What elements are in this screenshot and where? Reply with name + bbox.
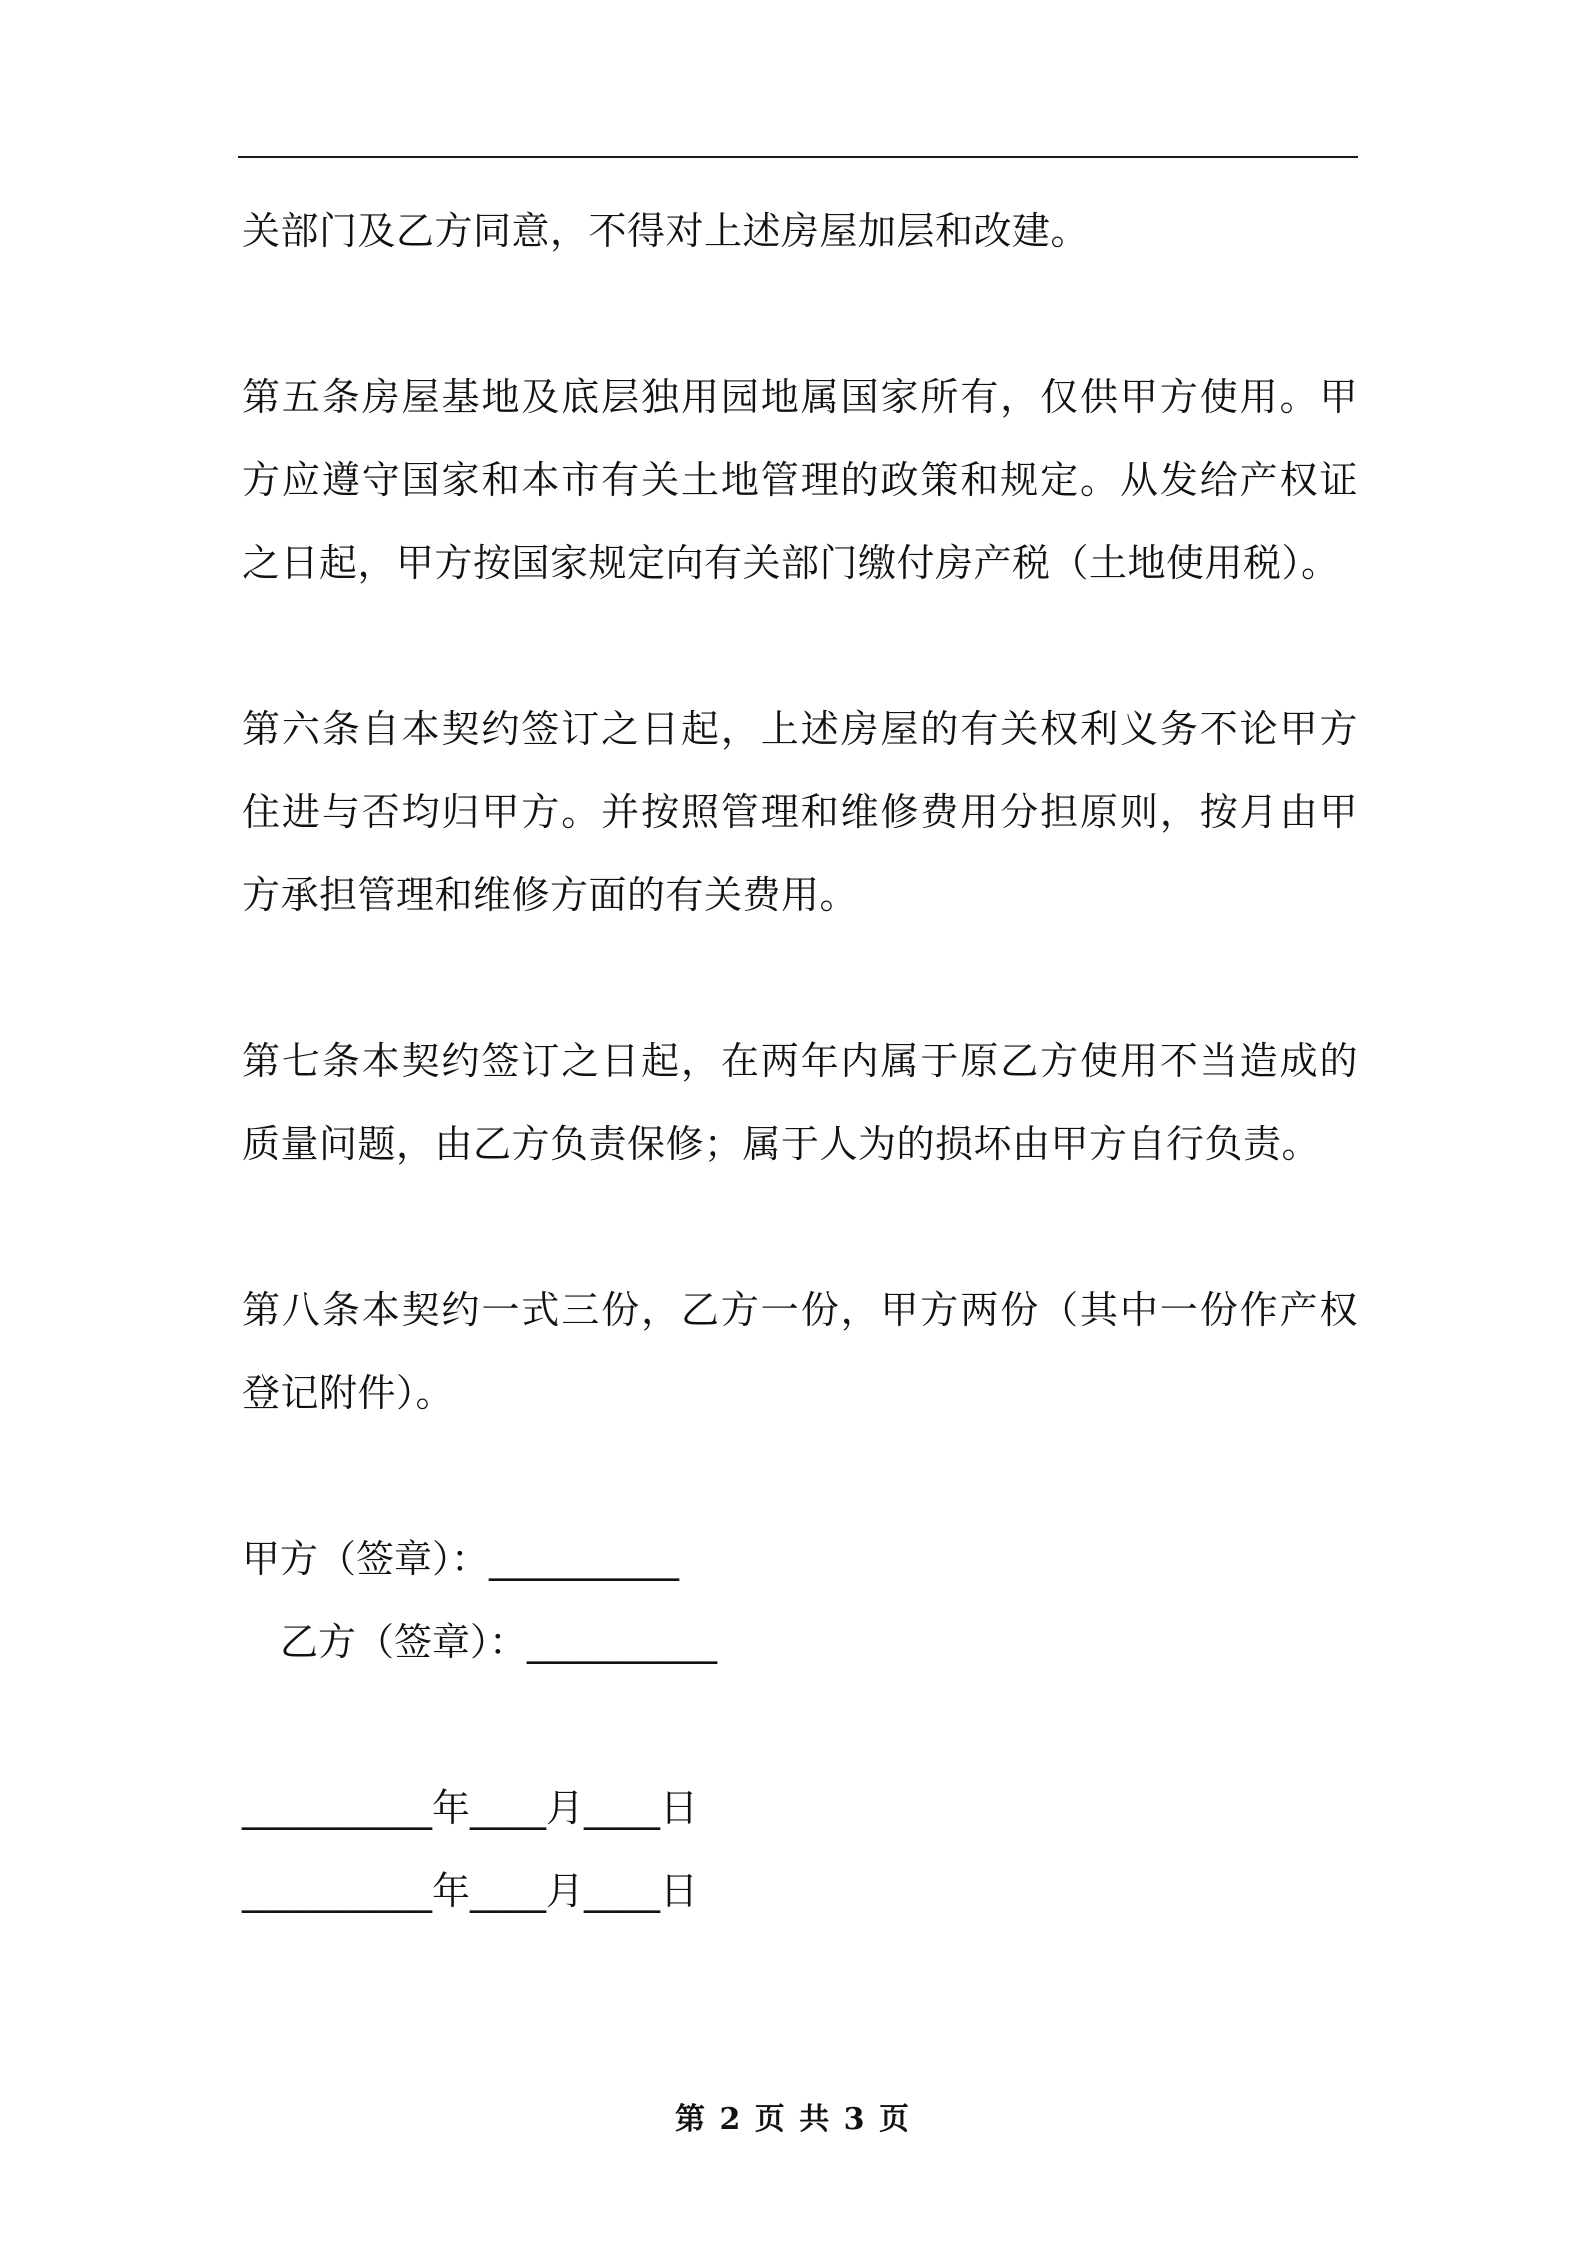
date-line-1: __________年____月____日 bbox=[242, 1786, 699, 1830]
party-b-signature-line: 乙方（签章）：__________ bbox=[280, 1620, 718, 1664]
party-a-signature-line: 甲方（签章）：__________ bbox=[242, 1537, 680, 1581]
date-line-2: __________年____月____日 bbox=[242, 1869, 699, 1913]
document-body bbox=[242, 190, 1358, 1933]
paragraph-article-8: 第八条本契约一式三份，乙方一份，甲方两份（其中一份作产权登记附件）。 bbox=[242, 1288, 1358, 1415]
paragraph-article-5: 第五条房屋基地及底层独用园地属国家所有，仅供甲方使用。甲方应遵守国家和本市有关土地管理的政策和规定。从发给产权证之日起，甲方按国家规定向有关部门缴付房产税（土地使用税）。 bbox=[242, 375, 1358, 585]
paragraph-article-7: 第七条本契约签订之日起，在两年内属于原乙方使用不当造成的质量问题，由乙方负责保修；属于人为的损坏由甲方自行负责。 bbox=[242, 1039, 1358, 1166]
paragraph-article-6: 第六条自本契约签订之日起，上述房屋的有关权利义务不论甲方住进与否均归甲方。并按照管理和维修费用分担原则，按月由甲方承担管理和维修方面的有关费用。 bbox=[242, 707, 1358, 917]
paragraph-article-4-continued: 关部门及乙方同意，不得对上述房屋加层和改建。 bbox=[242, 209, 1090, 253]
header-divider bbox=[238, 156, 1358, 158]
page-number: 第 2 页 共 3 页 bbox=[675, 2102, 911, 2137]
